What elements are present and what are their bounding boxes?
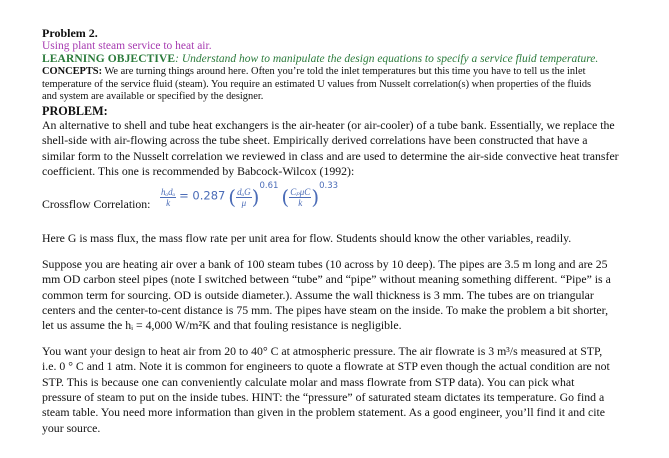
correlation-label: Crossflow Correlation: (42, 197, 151, 212)
nusselt-equation (160, 181, 339, 210)
problem-title: Problem 2. (42, 26, 98, 40)
intro-line: coefficient. This one is recommended by Babcock-Wilcox (1992): (42, 164, 355, 178)
suppose-line: centers and the center-to-cent distance is 75 mm. The pipes have steam on the inside. To make the problem a bit shorter, (42, 303, 609, 318)
learning-objective (42, 53, 664, 66)
intro-line: An alternative to shell and tube heat exchangers is the air-heater (or air-cooler) of a tube bank. Essentially, we replace the (42, 117, 615, 132)
objective-label: LEARNING OBJECTIVE (42, 53, 176, 65)
want-paragraph (42, 344, 664, 436)
intro-paragraph (42, 118, 664, 180)
want-line: your source. (42, 420, 101, 435)
want-line: You want your design to heat air from 20 to 40° C at atmospheric pressure. The air flowrate is 3 m³/s measured at STP, (42, 343, 603, 358)
suppose-line: let us assume the hᵢ = 4,000 W/m²K and that fouling resistance is negligible. (42, 318, 402, 333)
intro-line: shell-side with air-flowing across the tube sheet. Empirically derived correlations have been constructed that have a (42, 133, 588, 148)
reynolds-denominator: μ (241, 197, 247, 208)
prandtl-numerator: CₚμC (290, 186, 311, 197)
problem-subtitle: Using plant steam service to heat air. (42, 40, 212, 52)
close-paren: ) (311, 185, 320, 210)
want-line: pressure of steam to put on the inside tubes. HINT: the “pressure” of saturated steam dictates its temperature. Go find a (42, 390, 605, 405)
open-paren: ( (281, 185, 290, 210)
close-paren: ) (251, 185, 260, 210)
concepts-text: We are turning things around here. Often you’re told the inlet temperatures but this time you have to tell us the inlet (102, 66, 586, 77)
concepts-line: temperature of the service fluid (steam). You require an estimated U values from Nusselt correlation(s) when properties of the fluids (42, 78, 592, 90)
correlation-row (42, 181, 664, 223)
suppose-line: common term for sourcing. OD is outside diameter.). Assume the wall thickness is 3 mm. The tubes are on triangular (42, 287, 594, 302)
reynolds-exponent: 0.61 (259, 181, 279, 192)
lhs-numerator: hₒdₒ (161, 186, 176, 197)
concepts-line: and system are available or specified by the designer. (42, 91, 264, 103)
reynolds-fraction (236, 187, 252, 208)
want-line: steam table. You need more information than given in the problem statement. As a good engineer, you’ll find it and cite (42, 405, 606, 420)
concepts-label: CONCEPTS: (42, 66, 103, 77)
lhs-denominator: k (166, 197, 171, 208)
suppose-line: mm OD carbon steel pipes (note I switched between “tube” and “pipe” without meaning something different. “Pipe” is a (42, 272, 611, 287)
open-paren: ( (228, 185, 237, 210)
want-line: STP. This is because one can conveniently calculate molar and mass flowrate from STP data). You can pick what (42, 374, 575, 389)
concepts-line (42, 66, 664, 79)
prandtl-exponent: 0.33 (319, 181, 339, 192)
want-line: i.e. 0 ° C and 1 atm. Note it is common for engineers to quote a flowrate at STP even though the actual condition are not (42, 359, 610, 374)
objective-text: : Understand how to manipulate the design equations to specify a service fluid temperature. (175, 53, 599, 65)
intro-line: similar form to the Nusselt correlation we reviewed in class and are used to determine the air-side convective heat transfer (42, 148, 619, 163)
prandtl-fraction (289, 187, 311, 208)
problem-heading: PROBLEM: (42, 103, 108, 118)
suppose-paragraph (42, 257, 664, 334)
reynolds-numerator: dₒG (237, 186, 251, 197)
concepts-block (42, 66, 664, 104)
prandtl-denominator: k (298, 197, 303, 208)
suppose-line: Suppose you are heating air over a bank of 100 steam tubes (10 across by 10 deep). The pipes are 3.5 m long and are 25 (42, 256, 608, 271)
coefficient: = 0.287 (179, 189, 226, 204)
lhs-fraction (160, 187, 176, 208)
g-definition: Here G is mass flux, the mass flow rate per unit area for flow. Students should know the other variables, readily. (42, 231, 572, 246)
problem-document (42, 26, 664, 436)
